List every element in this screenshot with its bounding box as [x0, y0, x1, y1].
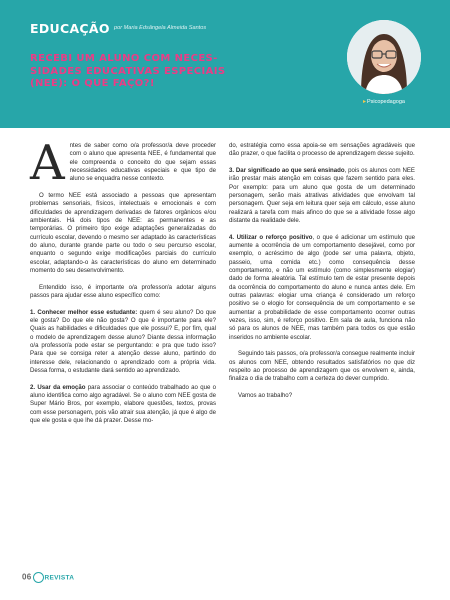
title-line: SIDADES EDUCATIVAS ESPECIAIS	[30, 65, 226, 77]
step-heading: 1. Conhecer melhor esse estudante:	[30, 308, 138, 316]
title-line: RECEBI UM ALUNO COM NECES-	[30, 53, 218, 64]
intro-paragraph	[30, 135, 216, 191]
author-byline: por Maria Edsângela Almeida Santos	[114, 25, 207, 31]
step-text: para associar o conteúdo trabalhado ao que o aluno identifica como algo agradável. Se o aluno com NEE gosta de Super Mário Bros, por exemplo, elabore questões, textos, provas com esse personagem, pois vão atrair sua atenção, já que é algo de que ele gosta e que lhe dá prazer. Desse mo-	[30, 383, 217, 425]
section-title: EDUCAÇÃO	[30, 21, 110, 36]
drop-cap: A	[30, 135, 65, 191]
step-text: , pois os alunos com NEE irão prestar mais atenção em coisas que fazem sentido para eles. Por exemplo: para um aluno que gosta de um determinado personagem, serão mais atrativas atividades que envolvam tal personagem. Quer seja em leitura quer seja em cálculo, esse aluno realizará a tarefa com mais afinco do que se a atividade fosse algo distante da realidade dele.	[229, 166, 415, 225]
right-column	[229, 142, 415, 409]
author-photo	[347, 20, 421, 94]
closing-line: Vamos ao trabalho?	[238, 392, 293, 400]
intro-text: ntes de saber como o/a professor/a deve proceder com o aluno que apresenta NEE, é fundamental que ele compreenda o conceito do que sejam essas necessidades educativas especiais e que tipo de aluno se enquadra nesse contexto.	[69, 142, 216, 183]
step-4	[229, 234, 415, 342]
caption-text: Psicopedagoga	[367, 99, 405, 105]
author-portrait-image	[347, 20, 421, 94]
paragraph: Entendido isso, é importante o/a professor/a adotar alguns passos para ajudar esse aluno específico como:	[30, 283, 216, 300]
paragraph: Seguindo tais passos, o/a professor/a consegue realmente incluir os alunos com NEE, obtendo resultados satisfatórios no que diz respeito ao processo de aprendizagem que os envolvem e, ainda, finaliza o dia de trabalho com a certeza do dever cumprido.	[229, 350, 415, 383]
step-heading: 3. Dar significado ao que será ensinado	[229, 166, 345, 174]
paragraph: do, estratégia como essa apoia-se em sensações agradáveis que dão prazer, o que facilita o processo de aprendizagem desse sujeito.	[229, 142, 415, 158]
magazine-logo-icon	[33, 572, 44, 583]
photo-caption	[363, 98, 405, 105]
step-heading: 2. Usar da emoção	[30, 383, 86, 391]
title-line: (NEE): O QUE FAÇO?!	[30, 78, 155, 89]
magazine-brand: REVISTA	[44, 574, 75, 582]
caption-arrow-icon: ▸	[363, 99, 367, 105]
header-banner	[0, 0, 450, 128]
step-3	[229, 167, 415, 225]
step-text: quem é seu aluno? Do que ele gosta? Do que ele não gosta? O que é importante para ele? Quais as habilidades e dificuldades que ele possui? E, por fim, qual o modelo de aprendizagem desse aluno? Diante dessa informação o/a professor/a pode estar se perguntando: e pra que tudo isso? Para que se consiga reter a atenção desse aluno, partindo do interesse dele, relacionando o aprendizado com a própria vida. Dessa forma, o estudante dará sentido ao aprendizado.	[30, 308, 216, 375]
step-heading: 4. Utilizar o reforço positivo	[229, 233, 313, 241]
paragraph: O termo NEE está associado a pessoas que apresentam problemas sensoriais, físicos, intelectuais e emocionais e com dificuldades de aprendizagem derivadas de fatores orgânicos e/ou ambientais. Há dois tipos de NEE: as permanentes e as temporárias. O primeiro tipo exige adaptações generalizadas do currículo escolar, devendo o mesmo ser adaptado às características do aluno, durante grande parte ou todo o seu percurso escolar, enquanto o segundo exige modificações parciais do currículo escolar, adaptando-o às características do aluno em determinado momento do seu desenvolvimento.	[30, 192, 216, 275]
page-footer	[22, 572, 74, 583]
article-title	[30, 53, 330, 91]
page-number: 06	[22, 572, 32, 582]
left-column	[30, 135, 217, 434]
step-text: , o que é adicionar um estímulo que aumente a ocorrência de um comportamento desejável, como por exemplo, o acréscimo de algo (pode ser uma palavra, objeto, passeio, uma comida etc.) como consequência desse comportamento, e não um estímulo (como simplesmente elogiar) dado de forma aleatória. Tal estímulo tem de estar presente depois da ocorrência do comportamento do aluno e nunca antes dele. Em outras palavras: elogiar uma criança é considerado um reforço positivo se o elogio for consequência de um comportamento e se aumentar a probabilidade de esse comportamento ocorrer outras vezes, isso, sim, é reforço positivo. Em sala de aula, funciona não só para os alunos de NEE, mas também para todos os que estão inseridos no ambiente escolar.	[229, 233, 416, 341]
step-2	[30, 384, 216, 426]
step-1	[30, 309, 216, 376]
